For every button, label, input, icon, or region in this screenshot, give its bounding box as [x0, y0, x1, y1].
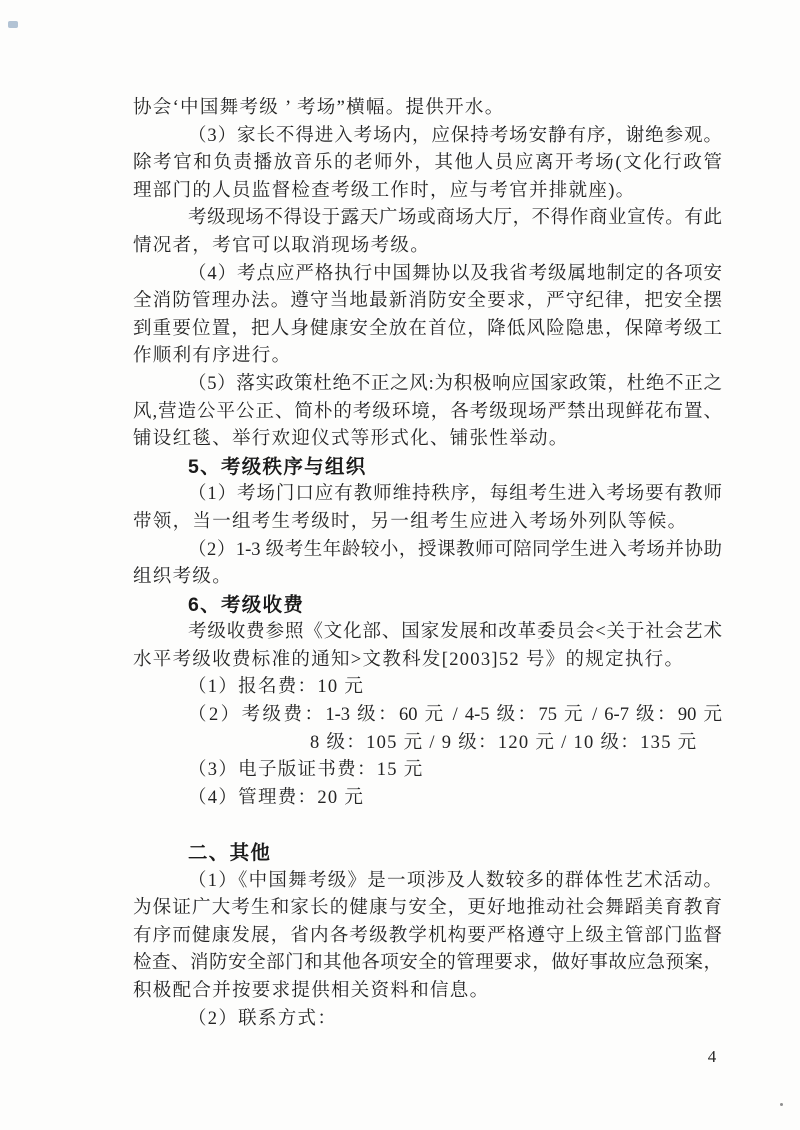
text-line: （4）考点应严格执行中国舞协以及我省考级属地制定的各项安 [188, 263, 722, 284]
text-line: 带领，当一组考生考级时，另一组考生应进入考场外列队等候。 [133, 511, 688, 532]
text-line: 8 级：105 元 / 9 级：120 元 / 10 级：135 元 [310, 732, 698, 753]
text-line: 为保证广大考生和家长的健康与安全，更好地推动社会舞蹈美育教育 [133, 898, 722, 919]
text-line: 理部门的人员监督检查考级工作时，应与考官并排就座)。 [133, 180, 636, 201]
text-line: 水平考级收费标准的通知>文教科发[2003]52 号》的规定执行。 [133, 649, 685, 670]
text-line: 风,营造公平公正、简朴的考级环境，各考级现场严禁出现鲜花布置、 [133, 401, 722, 422]
text-line: 到重要位置，把人身健康安全放在首位，降低风险隐患，保障考级工 [133, 318, 722, 339]
text-line: 协会‘中国舞考级 ’ 考场”横幅。提供开水。 [133, 98, 505, 118]
text-line: （1）考场门口应有教师维持秩序，每组考生进入考场要有教师 [188, 484, 722, 505]
text-line: 全消防管理办法。遵守当地最新消防安全要求，严守纪律，把安全摆 [133, 291, 722, 312]
text-line: 有序而健康发展，省内各考级教学机构要严格遵守上级主管部门监督 [133, 925, 722, 946]
text-line: （3）电子版证书费：15 元 [188, 760, 424, 781]
text-line: 考级收费参照《文化部、国家发展和改革委员会<关于社会艺术 [188, 622, 722, 643]
text-line: （4）管理费：20 元 [188, 787, 365, 808]
text-line: （1）报名费：10 元 [188, 677, 365, 698]
text-line: 除考官和负责播放音乐的老师外，其他人员应离开考场(文化行政管 [133, 153, 722, 174]
text-line: 铺设红毯、举行欢迎仪式等形式化、铺张性举动。 [133, 429, 569, 450]
page-number: 4 [707, 1047, 717, 1066]
text-line: （2）考级费：1-3 级：60 元 / 4-5 级：75 元 / 6-7 级：90 元 [188, 705, 722, 726]
section-heading: 5、考级秩序与组织 [188, 455, 367, 478]
text-line: （1）《中国舞考级》是一项涉及人数较多的群体性艺术活动。 [188, 870, 722, 891]
text-line: （5）落实政策杜绝不正之风:为积极响应国家政策，杜绝不正之 [188, 373, 722, 394]
text-line: 积极配合并按要求提供相关资料和信息。 [133, 980, 490, 1001]
text-line: （3）家长不得进入考场内，应保持考场安静有序，谢绝参观。 [188, 125, 722, 146]
text-line: （2）联系方式： [188, 1008, 338, 1029]
text-line: 检查、消防安全部门和其他各项安全的管理要求，做好事故应急预案， [133, 953, 722, 974]
text-line: 情况者，考官可以取消现场考级。 [133, 235, 431, 256]
text-line: 组织考级。 [133, 567, 233, 588]
text-line: （2）1-3 级考生年龄较小，授课教师可陪同学生进入考场并协助 [188, 539, 722, 560]
text-line: 作顺利有序进行。 [133, 346, 292, 367]
section-heading: 6、考级收费 [188, 593, 305, 616]
section-heading: 二、其他 [188, 841, 272, 864]
text-block [133, 95, 722, 1033]
ink-speck-top-left [8, 21, 18, 28]
text-line: 考级现场不得设于露天广场或商场大厅，不得作商业宣传。有此 [188, 208, 722, 229]
ink-speck-bottom-right [780, 1103, 783, 1106]
